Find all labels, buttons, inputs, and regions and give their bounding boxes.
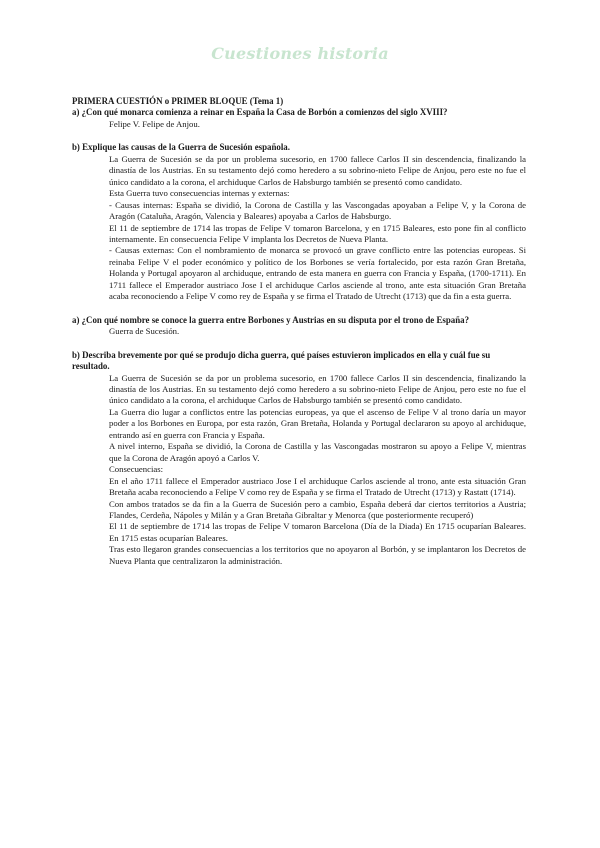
section-heading: PRIMERA CUESTIÓN o PRIMER BLOQUE (Tema 1) <box>72 96 284 106</box>
spacer <box>72 130 526 142</box>
spacer <box>72 303 526 315</box>
answer-2-paragraph: - Causas internas: España se dividió, la Corona de Castilla y las Vascongadas apoyaban a Felipe V, y la Corona de Aragón (Cataluña, Aragón, Valencia y Baleares) apoyaba a Carlos de Habsburgo. <box>109 199 526 222</box>
document-title: Cuestiones historia <box>211 44 389 63</box>
question-4: b) Describa brevemente por qué se produjo dicha guerra, qué países estuvieron implicados en ella y cuál fue su resultado. <box>72 349 491 372</box>
answer-3: Guerra de Sucesión. <box>109 326 180 337</box>
answer-4-paragraph: En el año 1711 fallece el Emperador austriaco Jose I el archiduque Carlos asciende al trono, ante esta situación Gran Bretaña acaba reconociendo a Felipe V como rey de España y se firma el Tratado de Utrecht (1713) y Rastatt (1714). <box>109 475 526 498</box>
answer-4-paragraph: La Guerra de Sucesión se da por un problema sucesorio, en 1700 fallece Carlos II sin descendencia, finalizando la dinastía de los Austrias. En su testamento dejó como heredero a su sobrino-nieto Felipe de Anjou, pero este no fue el único candidato a la corona, el archiduque Carlos de Habsburgo también se presentó como candidato. <box>109 372 526 406</box>
answer-2-paragraph: El 11 de septiembre de 1714 las tropas de Felipe V tomaron Barcelona, y en 1715 Baleares, esto pone fin al conflicto internamente. En consecuencia Felipe V implanta los Decretos de Nueva Planta. <box>109 222 526 244</box>
answer-1: Felipe V. Felipe de Anjou. <box>109 118 200 129</box>
answer-2-paragraph: La Guerra de Sucesión se da por un problema sucesorio, en 1700 fallece Carlos II sin descendencia, finalizando la dinastía de los Austrias. En su testamento dejó como heredero a su sobrino-nieto Felipe de Anjou, pero este no fue el único candidato a la corona, el archiduque Carlos de Habsburgo también se presentó como candidato. <box>109 153 526 187</box>
answer-4-paragraph: El 11 de septiembre de 1714 las tropas de Felipe V tomaron Barcelona (Día de la Diada) En 1715 ocuparían Baleares. En 1715 estas ocuparían Baleares. <box>109 521 526 543</box>
answer-2-paragraph: Esta Guerra tuvo consecuencias internas y externas: <box>109 188 290 199</box>
answer-4-paragraph: Tras esto llegaron grandes consecuencias a los territorios que no apoyaron al Borbón, y se implantaron los Decretos de Nueva Planta que centralizaron la administración. <box>109 544 526 566</box>
answer-4-paragraph: Con ambos tratados se da fin a la Guerra de Sucesión pero a cambio, España deberá dar ciertos territorios a Austria; Flandes, Cerdeña, Nápoles y Milán y a Gran Bretaña Gibraltar y Menorca (que posteriormente recuperó) <box>109 498 526 520</box>
question-3: a) ¿Con qué nombre se conoce la guerra entre Borbones y Austrias en su disputa por el trono de España? <box>72 314 470 325</box>
spacer <box>72 338 526 350</box>
question-1: a) ¿Con qué monarca comienza a reinar en España la Casa de Borbón a comienzos del siglo XVIII? <box>72 107 448 118</box>
answer-4-paragraph: A nivel interno, España se dividió, la Corona de Castilla y las Vascongadas mostraron su apoyo a Felipe V, mientras que la Corona de Aragón apoyó a Carlos V. <box>109 441 526 463</box>
answer-2-paragraph: - Causas externas: Con el nombramiento de monarca se provocó un grave conflicto entre las potencias europeas. Si reinaba Felipe V el poder económico y político de los Borbones se vería fortalecido, por esta razón Gran Bretaña, Holanda y Portugal apoyaron al archiduque, entrando de esta manera en guerra con Francia y España, (1700-1711). En 1711 fallece el Emperador austriaco Jose I el archiduque Carlos asciende al trono, ante esta situación Gran Bretaña acaba reconociendo a Felipe V como rey de España y se firma el Tratado de Utrecht (1713) que da fin a esta guerra. <box>109 245 526 302</box>
answer-4-paragraph: Consecuencias: <box>109 464 164 475</box>
document-body <box>72 96 526 567</box>
question-2: b) Explique las causas de la Guerra de Sucesión española. <box>72 142 290 153</box>
answer-4-paragraph: La Guerra dio lugar a conflictos entre las potencias europeas, ya que el ascenso de Felipe V al trono daría un mayor poder a los Borbones en Europa, por esta razón, Gran Bretaña, Holanda y Portugal declararon su apoyo al archiduque, entrando así en guerra con Francia y España. <box>109 406 526 440</box>
